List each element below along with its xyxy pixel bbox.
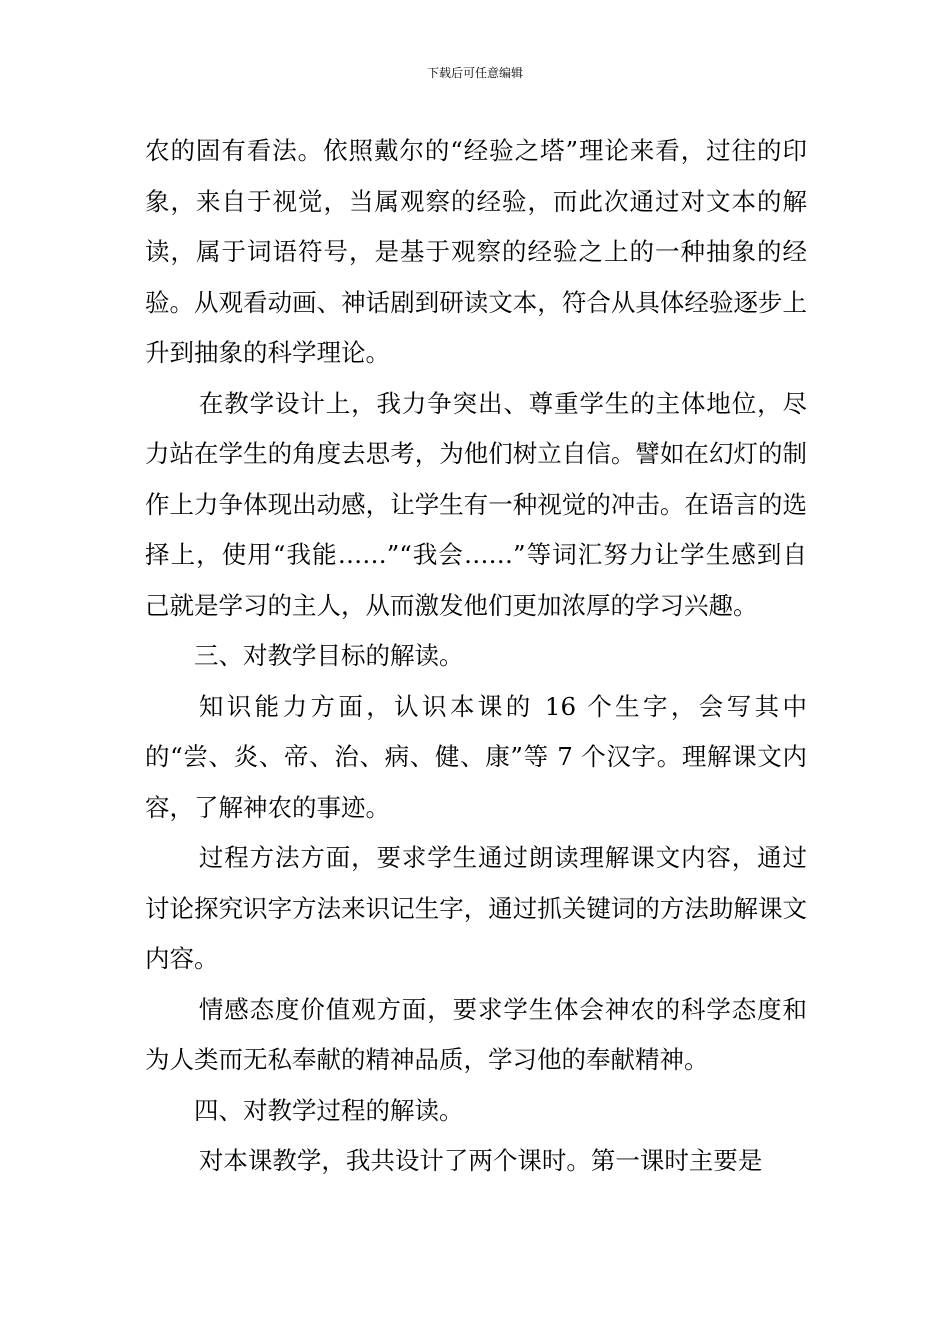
section-heading-goals: 三、对教学目标的解读。 bbox=[194, 641, 464, 670]
section-heading-process: 四、对教学过程的解读。 bbox=[194, 1095, 464, 1125]
page-header: 下载后可任意编辑 bbox=[426, 66, 523, 80]
paragraph-emotion-values: 情感态度价值观方面，要求学生体会神农的科学态度和为人类而无私奉献的精神品质，学习他的奉献精神。 bbox=[145, 994, 807, 1074]
paragraph-knowledge-ability: 知识能力方面，认识本课的 16 个生字，会写其中的“尝、炎、帝、治、病、健、康”等 7 个汉字。理解课文内容，了解神农的事迹。 bbox=[145, 691, 807, 822]
paragraph-lesson-plan: 对本课教学，我共设计了两个课时。第一课时主要是 bbox=[198, 1146, 763, 1175]
document-body bbox=[145, 126, 807, 1187]
paragraph-teaching-design: 在教学设计上，我力争突出、尊重学生的主体地位，尽力站在学生的角度去思考，为他们树立自信。譬如在幻灯的制作上力争体现出动感，让学生有一种视觉的冲击。在语言的选择上，使用“我能……”“我会……”等词汇努力让学生感到自己就是学习的主人，从而激发他们更加浓厚的学习兴趣。 bbox=[145, 388, 807, 620]
paragraph-continuation: 农的固有看法。依照戴尔的“经验之塔”理论来看，过往的印象，来自于视觉，当属观察的经验，而此次通过对文本的解读，属于词语符号，是基于观察的经验之上的一种抽象的经验。从观看动画、神话剧到研读文本，符合从具体经验逐步上升到抽象的科学理论。 bbox=[145, 136, 807, 367]
paragraph-process-method: 过程方法方面，要求学生通过朗读理解课文内容，通过讨论探究识字方法来识记生字，通过抓关键词的方法助解课文内容。 bbox=[145, 843, 807, 973]
